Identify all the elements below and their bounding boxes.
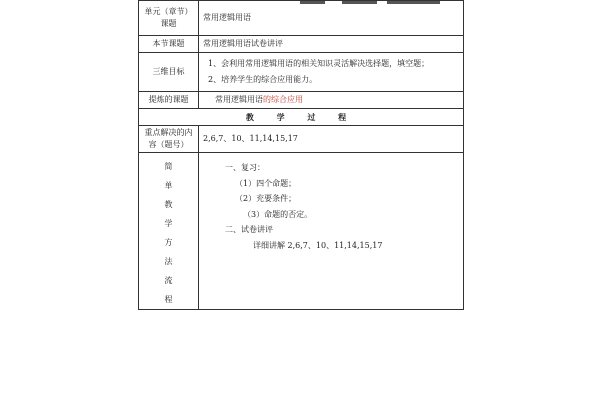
flow-row [139,153,464,310]
steps-column [139,153,199,310]
process-title: 教 学 过 程 [139,109,464,126]
refine-value-highlight: 的综合应用 [263,95,303,104]
content-body [199,153,463,253]
goal-item-2: 2、培养学生的综合应用能力。 [208,75,318,84]
review-item-1: （1）四个命题； [235,178,297,188]
refine-value-prefix: 常用逻辑用语 [215,95,263,104]
step-char: 教 [164,200,173,209]
refine-row [139,92,464,109]
process-header-row [139,109,464,126]
paper-review-detail: 详细讲解 2,6,7、10、11,14,15,17 [253,240,383,250]
step-char: 程 [164,295,173,304]
refine-value [199,92,464,109]
goals-cell [199,53,464,92]
lesson-value: 常用逻辑用语试卷讲评 [199,36,464,53]
refine-label: 提炼的课题 [139,92,199,109]
goals-label: 三维目标 [139,53,199,92]
unit-value: 常用逻辑用语 [199,1,464,36]
step-char: 方 [164,238,173,247]
goal-item-1: 1、会利用常用逻辑用语的相关知识灵活解决选择题，填空题； [208,59,430,68]
section-review: 一、复习： [225,163,265,172]
section-paper-review: 二、试卷讲评 [225,225,273,234]
review-item-3: （3）命题的否定。 [243,209,313,219]
unit-label: 单元（章节）课题 [139,1,199,36]
key-row [139,126,464,153]
step-char: 学 [164,219,173,228]
step-char: 流 [164,276,173,285]
step-char: 法 [164,257,173,266]
lesson-plan-table [138,0,464,310]
step-char: 简 [164,162,173,171]
lesson-row [139,36,464,53]
step-char: 单 [164,181,173,190]
goals-row [139,53,464,92]
lesson-label: 本节课题 [139,36,199,53]
key-value: 2,6,7、10、11,14,15,17 [199,126,464,153]
key-label: 重点解决的内容（题号） [139,126,199,153]
unit-row [139,1,464,36]
content-cell [199,153,464,310]
review-item-2: （2）充要条件； [235,194,297,203]
steps-label [139,153,198,309]
